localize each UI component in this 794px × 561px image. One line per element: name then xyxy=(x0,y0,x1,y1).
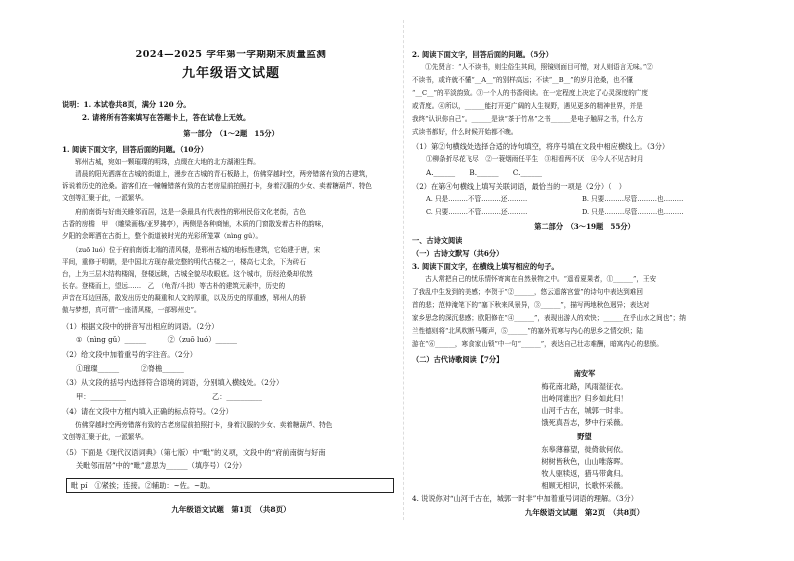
left-column xyxy=(62,0,400,561)
q1-para-line: 古香的房檐 甲 （雕梁画栋/亚罗拂亭），两侧是各种商铺，木质的门窗散发着古朴的韵味， xyxy=(62,220,328,228)
q1-para-line: 声音在耳边回荡，散发出历史的凝重和人文的厚重，以及历史的厚重感，郓州人的骄 xyxy=(62,294,306,302)
poem1-line: 梅花南北路，风雨湿征衣。 xyxy=(541,382,628,391)
section1-heading: 一、古诗文阅读 xyxy=(412,236,463,245)
q2-para-line: 我终“认识你自己”。______是读“茶于竹帛”之书______是电子触屏之书，什么方 xyxy=(412,115,644,123)
q1-sub5: 关毗邻而居”中的“毗”意思为______（填序号）（2分） xyxy=(76,461,247,470)
q2-sub1-options: ①柳条折尽花飞尽 ②一蓑烟雨任平生 ③相看两不厌 ④今人不见古时月 xyxy=(426,155,644,163)
poem1-line: 山河千古在，城郭一时非。 xyxy=(541,406,628,415)
q1-sub3: （3）从文段的括号内选择符合语境的词语，分别填入横线处。（2分） xyxy=(62,378,284,387)
q1-para-line: （zuō luó）位于府前南街北端的清风楼，是郓州古城的地标性建筑，它始建于唐，宋 xyxy=(62,246,321,254)
q3-para-line: 古人常把自己的忧乐情怀寄寓在自然景物之中。“遥看夏果者，①______”，王安 xyxy=(412,275,657,283)
q1-sub5: （5）下面是《现代汉语词典》（第七版）中“毗”的义项，文段中的“府前南街与好南 xyxy=(62,448,326,457)
dictionary-box: 毗 pí ①紧挨；连接。②辅助：~佐。~助。 xyxy=(66,478,394,493)
note-2: 2. 请将所有答案填写在答题卡上，答在试卷上无效。 xyxy=(82,113,251,122)
main-title: 九年级语文试题 xyxy=(181,66,280,81)
q2-sub1-blanks: A.______ B.______ C.______ xyxy=(426,168,543,177)
section2-heading: （二）古代诗歌阅读【7分】 xyxy=(412,355,504,364)
poem2-line: 牧人驱犊返，猎马带禽归。 xyxy=(541,469,628,478)
q3-header: 3. 阅读下面文字，在横线上填写相应的句子。 xyxy=(412,262,559,271)
q1-para-line: 清晨的阳光洒落在古城的街道上，漫步在古城的青石板路上，仿佛穿越时空，两旁错落有致的古建筑， xyxy=(62,170,372,178)
q1-para-line: 台，上为三层木结构楼阁，登楼远眺，古城全貌尽收眼底。这个城市，历经沧桑却依然 xyxy=(62,270,313,278)
poem2-line: 相顾无相识，长歌怀采薇。 xyxy=(541,481,628,490)
q2-option-d: D. 只是………尽管………也……… xyxy=(582,208,684,216)
poem1-line: 出岭同谁出？归乡如此归！ xyxy=(541,394,628,403)
q1-sub4: （4）请在文段中方框内填入正确的标点符号。（2分） xyxy=(62,407,233,416)
q2-para-line: ①先贤言：“人不读书，则尘俗生其间，照镜则面目可憎，对人则语言无味。”② xyxy=(412,63,653,71)
poem1-line: 饿死真吾志，梦中行采薇。 xyxy=(541,418,628,427)
q1-para-line: 平间，重修于明朝，是中国北方现存最完整的明代古楼之一，楼高七丈余，下为砖石 xyxy=(62,258,306,266)
q2-para-line: 式读书都好，什么时候开始都不晚。 xyxy=(412,128,518,136)
section1-sub: （一）古诗文默写（共6分） xyxy=(412,249,504,258)
q1-para-line: 长存。登楼而上，望远…… 乙 （龟背/斗拱）等古朴的建筑元素中，历史的 xyxy=(62,282,286,290)
q1-para-line: 府前南街与好南关睢邻而居，这是一条最具有代表性的郓州民俗文化老街，古色 xyxy=(62,208,306,216)
note-1: 说明：1. 本试卷共8页，满分 120 分。 xyxy=(62,100,191,109)
q3-para-line: 了我乱中生发到的美感；李贺于“②______，悠云遥落宫萤”的诗句中表达到难回 xyxy=(412,288,643,296)
part2-header: 第二部分 （3～19题 55分） xyxy=(534,222,635,231)
page-footer: 九年级语文试题 第2页 （共8页） xyxy=(524,508,645,517)
q2-sub2: （2）在第④句横线上填写关联词语，最恰当的一项是（2分）（ ） xyxy=(412,182,626,191)
q3-para-line: 游在“⑥______，寒食家山锁”中一句“______”，表达自己壮志难酬，暗寓内心的悲愤。 xyxy=(412,340,663,348)
q1-sub3-a: 甲：__________ xyxy=(76,392,127,401)
poem2-line: 树树皆秋色，山山唯落晖。 xyxy=(541,457,628,466)
q1-para-line: 文创等汇聚于此，一派繁华。 xyxy=(62,194,148,202)
q2-option-a: A. 只是………不管………还……… xyxy=(426,195,528,203)
year-title: 2024—2025 学年第一学期期末质量监测 xyxy=(135,50,327,59)
q3-para-line: 兰性德则将“北风吹断马嘶声，⑤______”的塞外荒寒与内心的思乡之情交织；陆 xyxy=(412,327,643,335)
q1-para-line: 夕阳的余晖洒在古街上，整个街道被时光的光彩所笼罩（nìng gǔ）。 xyxy=(62,232,263,240)
q2-para-line: “__C__”的平淡韵致。③一个人的书香阅读。在一定程度上决定了心灵深度的广度 xyxy=(412,89,648,97)
page-divider xyxy=(403,20,404,520)
q3-para-line: 家乡思念的深沉悲感；欧阳修在“④______”，表现出游人的欢快；______在乎山水之间也”；纳 xyxy=(412,314,686,322)
q1-sub2-items: ①璀璨______ ②脊檐______ xyxy=(76,364,184,373)
q1-sub3-b: 乙：__________ xyxy=(212,392,263,401)
q2-sub1: （1）第②句横线处选择合适的诗句填空，将序号填在文段中相应横线上。（3分） xyxy=(412,142,670,151)
q3-para-line: 首的悲；范仲淹笔下的“塞下秋来风景异，③______”，描写两地秋色迥异；表达对 xyxy=(412,301,650,309)
q2-header: 2. 阅读下面文字，回答后面的问题。（5分） xyxy=(412,50,553,59)
q1-para-line: 诉说着历史的沧桑。游客们在一幢幢错落有致的古老房屋前拍照打卡，身着汉服的少女、卖着糖葫芦、特色 xyxy=(62,182,372,190)
poem1-title: 南安军 xyxy=(573,369,596,378)
q2-option-b: B. 只要………尽管………也……… xyxy=(582,195,684,203)
right-column xyxy=(412,0,757,561)
q4: 4. 说说你对“山河千古在，城郭一时非”中加着重号词语的理解。（3分） xyxy=(412,494,638,503)
q1-sub4-text: 仿佛穿越时空两旁错落有致的古老房屋前拍照打卡，身着汉服的少女、卖着糖葫芦、特色 xyxy=(62,421,333,429)
q2-para-line: 不读书，或许就不懂“__A__”的别样高远；不读“__B__”的岁月沧桑，也不懂 xyxy=(412,76,633,84)
q1-para-line: 傲与梦想，真可谓“一座清风楼，一部郓州史”。 xyxy=(62,306,201,314)
q1-header: 1. 阅读下面文字，回答后面的问题。（10分） xyxy=(62,145,208,154)
q1-sub4-text: 文创等汇聚于此，一派繁华。 xyxy=(62,433,148,441)
page-footer: 九年级语文试题 第1页 （共8页） xyxy=(171,505,291,514)
poem2-title: 野望 xyxy=(577,432,592,441)
part1-header: 第一部分 （1～2题 15分） xyxy=(183,129,279,138)
q2-para-line: 或背度。④所以，______能打开更广阔的人生视野，遇见更多的精神世界，并是 xyxy=(412,102,643,110)
q1-sub1-items: ①（nìng gǔ）______ ②（zuō luó）______ xyxy=(76,335,238,344)
q1-sub2: （2）给文段中加着重号的字注音。（2分） xyxy=(62,350,197,359)
q1-para-line: 郓州古城，宛如一颗璀璨的明珠，点缀在大地的北方湖湘生辉。 xyxy=(62,158,260,166)
q1-sub1: （1）根据文段中的拼音写出相应的词语。（2分） xyxy=(62,322,219,331)
poem2-line: 东皋薄暮望，徙倚欲何依。 xyxy=(541,445,628,454)
q2-option-c: C. 只要………不管………还……… xyxy=(426,208,528,216)
